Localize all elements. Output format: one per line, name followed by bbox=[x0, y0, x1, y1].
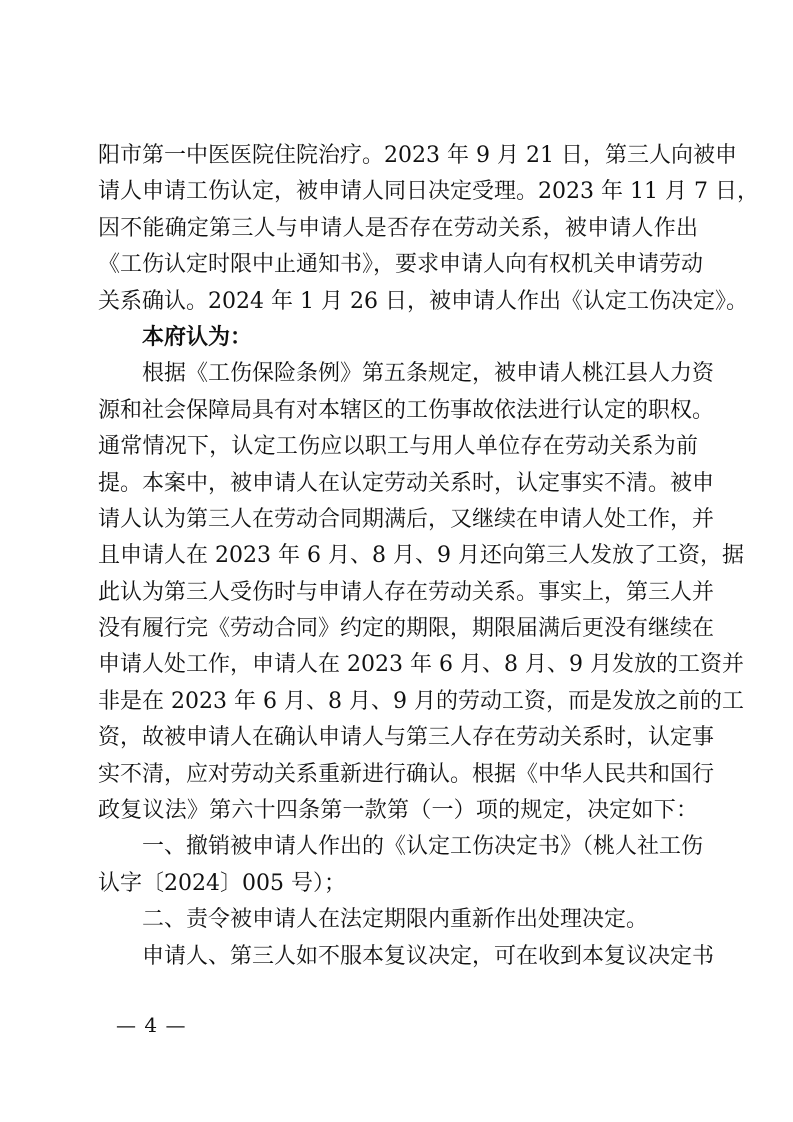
decision-item-1: 一、撤销被申请人作出的《认定工伤决定书》（桃人社工伤 bbox=[142, 834, 704, 860]
text-line: 没有履行完《劳动合同》约定的期限，期限届满后更没有继续在 bbox=[98, 616, 715, 642]
text-line: 根据《工伤保险条例》第五条规定，被申请人桃江县人力资 bbox=[142, 361, 715, 387]
text-line: 实不清，应对劳动关系重新进行确认。根据《中华人民共和国行 bbox=[98, 761, 715, 787]
text-line: 认字〔2024〕005 号）； bbox=[98, 870, 346, 896]
page-number: — 4 — bbox=[116, 1013, 187, 1037]
text-line: 此认为第三人受伤时与申请人存在劳动关系。事实上，第三人并 bbox=[98, 579, 715, 605]
text-line: 申请人处工作，申请人在 2023 年 6 月、8 月、9 月发放的工资并 bbox=[98, 652, 744, 678]
text-line: 请人认为第三人在劳动合同期满后，又继续在申请人处工作，并 bbox=[98, 506, 715, 532]
text-line: 《工伤认定时限中止通知书》，要求申请人向有权机关申请劳动 bbox=[98, 252, 704, 278]
text-line: 申请人、第三人如不服本复议决定，可在收到本复议决定书 bbox=[142, 943, 715, 969]
text-line: 资，故被申请人在确认申请人与第三人存在劳动关系时，认定事 bbox=[98, 725, 715, 751]
text-line: 因不能确定第三人与申请人是否存在劳动关系，被申请人作出 bbox=[98, 215, 698, 241]
text-line: 关系确认。2024 年 1 月 26 日，被申请人作出《认定工伤决定》。 bbox=[98, 288, 748, 314]
text-line: 且申请人在 2023 年 6 月、8 月、9 月还向第三人发放了工资，据 bbox=[98, 543, 744, 569]
text-line: 请人申请工伤认定，被申请人同日决定受理。2023 年 11 月 7 日， bbox=[98, 179, 759, 205]
text-line: 源和社会保障局具有对本辖区的工伤事故依法进行认定的职权。 bbox=[98, 397, 715, 423]
body-text bbox=[98, 138, 759, 975]
text-line: 非是在 2023 年 6 月、8 月、9 月的劳动工资，而是发放之前的工 bbox=[98, 688, 744, 714]
section-heading: 本府认为： bbox=[142, 324, 253, 350]
text-line: 通常情况下，认定工伤应以职工与用人单位存在劳动关系为前 bbox=[98, 434, 698, 460]
text-line: 阳市第一中医医院住院治疗。2023 年 9 月 21 日，第三人向被申 bbox=[98, 143, 737, 168]
decision-item-2: 二、责令被申请人在法定期限内重新作出处理决定。 bbox=[142, 907, 649, 933]
text-line: 政复议法》第六十四条第一款第（一）项的规定，决定如下： bbox=[98, 798, 698, 824]
text-line: 提。本案中，被申请人在认定劳动关系时，认定事实不清。被申 bbox=[98, 470, 715, 496]
